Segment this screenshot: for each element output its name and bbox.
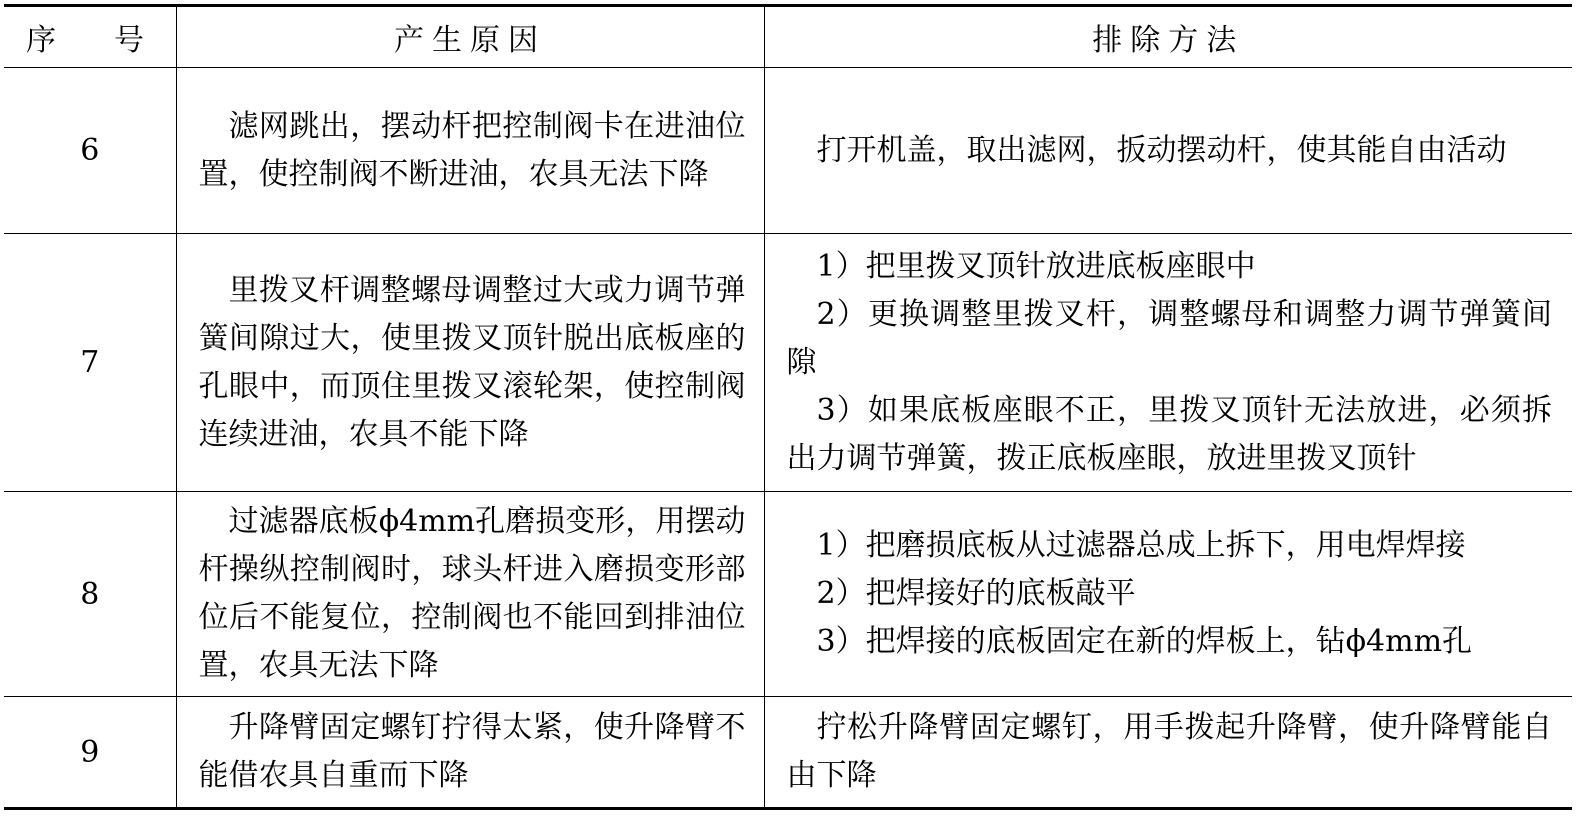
fix-line: 2）更换调整里拨叉杆，调整螺母和调整力调节弹簧间隙: [786, 296, 1552, 380]
fix-line: 打开机盖，取出滤网，扳动摆动杆，使其能自由活动: [816, 132, 1507, 168]
row-num: 6: [4, 68, 176, 234]
header-fix: 排除方法: [764, 6, 1572, 68]
fix-line: 拧松升降臂固定螺钉，用手拨起升降臂，使升降臂能自由下降: [786, 710, 1552, 793]
fix-line: 1）把磨损底板从过滤器总成上拆下，用电焊焊接: [816, 528, 1466, 563]
table-row: [4, 697, 1572, 809]
row-cause: 里拨叉杆调整螺母调整过大或力调节弹簧间隙过大，使里拨叉顶针脱出底板座的孔眼中，而顶住里拨叉滚轮架，使控制阀连续进油，农具不能下降: [176, 234, 764, 492]
fix-line: 2）把焊接好的底板敲平: [816, 576, 1136, 611]
fix-line: 3）把焊接的底板固定在新的焊板上，钻ϕ4mm孔: [816, 624, 1473, 659]
row-num: 9: [4, 697, 176, 809]
row-cause: 过滤器底板ϕ4mm孔磨损变形，用摆动杆操纵控制阀时，球头杆进入磨损变形部位后不能复位，控制阀也不能回到排油位置，农具无法下降: [176, 492, 764, 697]
fix-line: 3）如果底板座眼不正，里拨叉顶针无法放进，必须拆出力调节弹簧，拨正底板座眼，放进里拨叉顶针: [786, 392, 1552, 476]
header-num: [4, 6, 176, 68]
fix-line: 1）把里拨叉顶针放进底板座眼中: [816, 248, 1256, 284]
header-num-left: 序: [26, 23, 64, 58]
header-row: [4, 6, 1572, 68]
table-row: [4, 234, 1572, 492]
row-fix: [764, 697, 1572, 809]
row-num: 7: [4, 234, 176, 492]
row-fix: [764, 492, 1572, 697]
row-num: 8: [4, 492, 176, 697]
row-fix: [764, 68, 1572, 234]
header-cause: 产生原因: [176, 6, 764, 68]
row-fix: [764, 234, 1572, 492]
fault-table: [4, 4, 1572, 810]
header-num-right: 号: [114, 23, 152, 58]
table-row: [4, 68, 1572, 234]
row-cause: 滤网跳出，摆动杆把控制阀卡在进油位置，使控制阀不断进油，农具无法下降: [176, 68, 764, 234]
table-row: [4, 492, 1572, 697]
row-cause: 升降臂固定螺钉拧得太紧，使升降臂不能借农具自重而下降: [176, 697, 764, 809]
